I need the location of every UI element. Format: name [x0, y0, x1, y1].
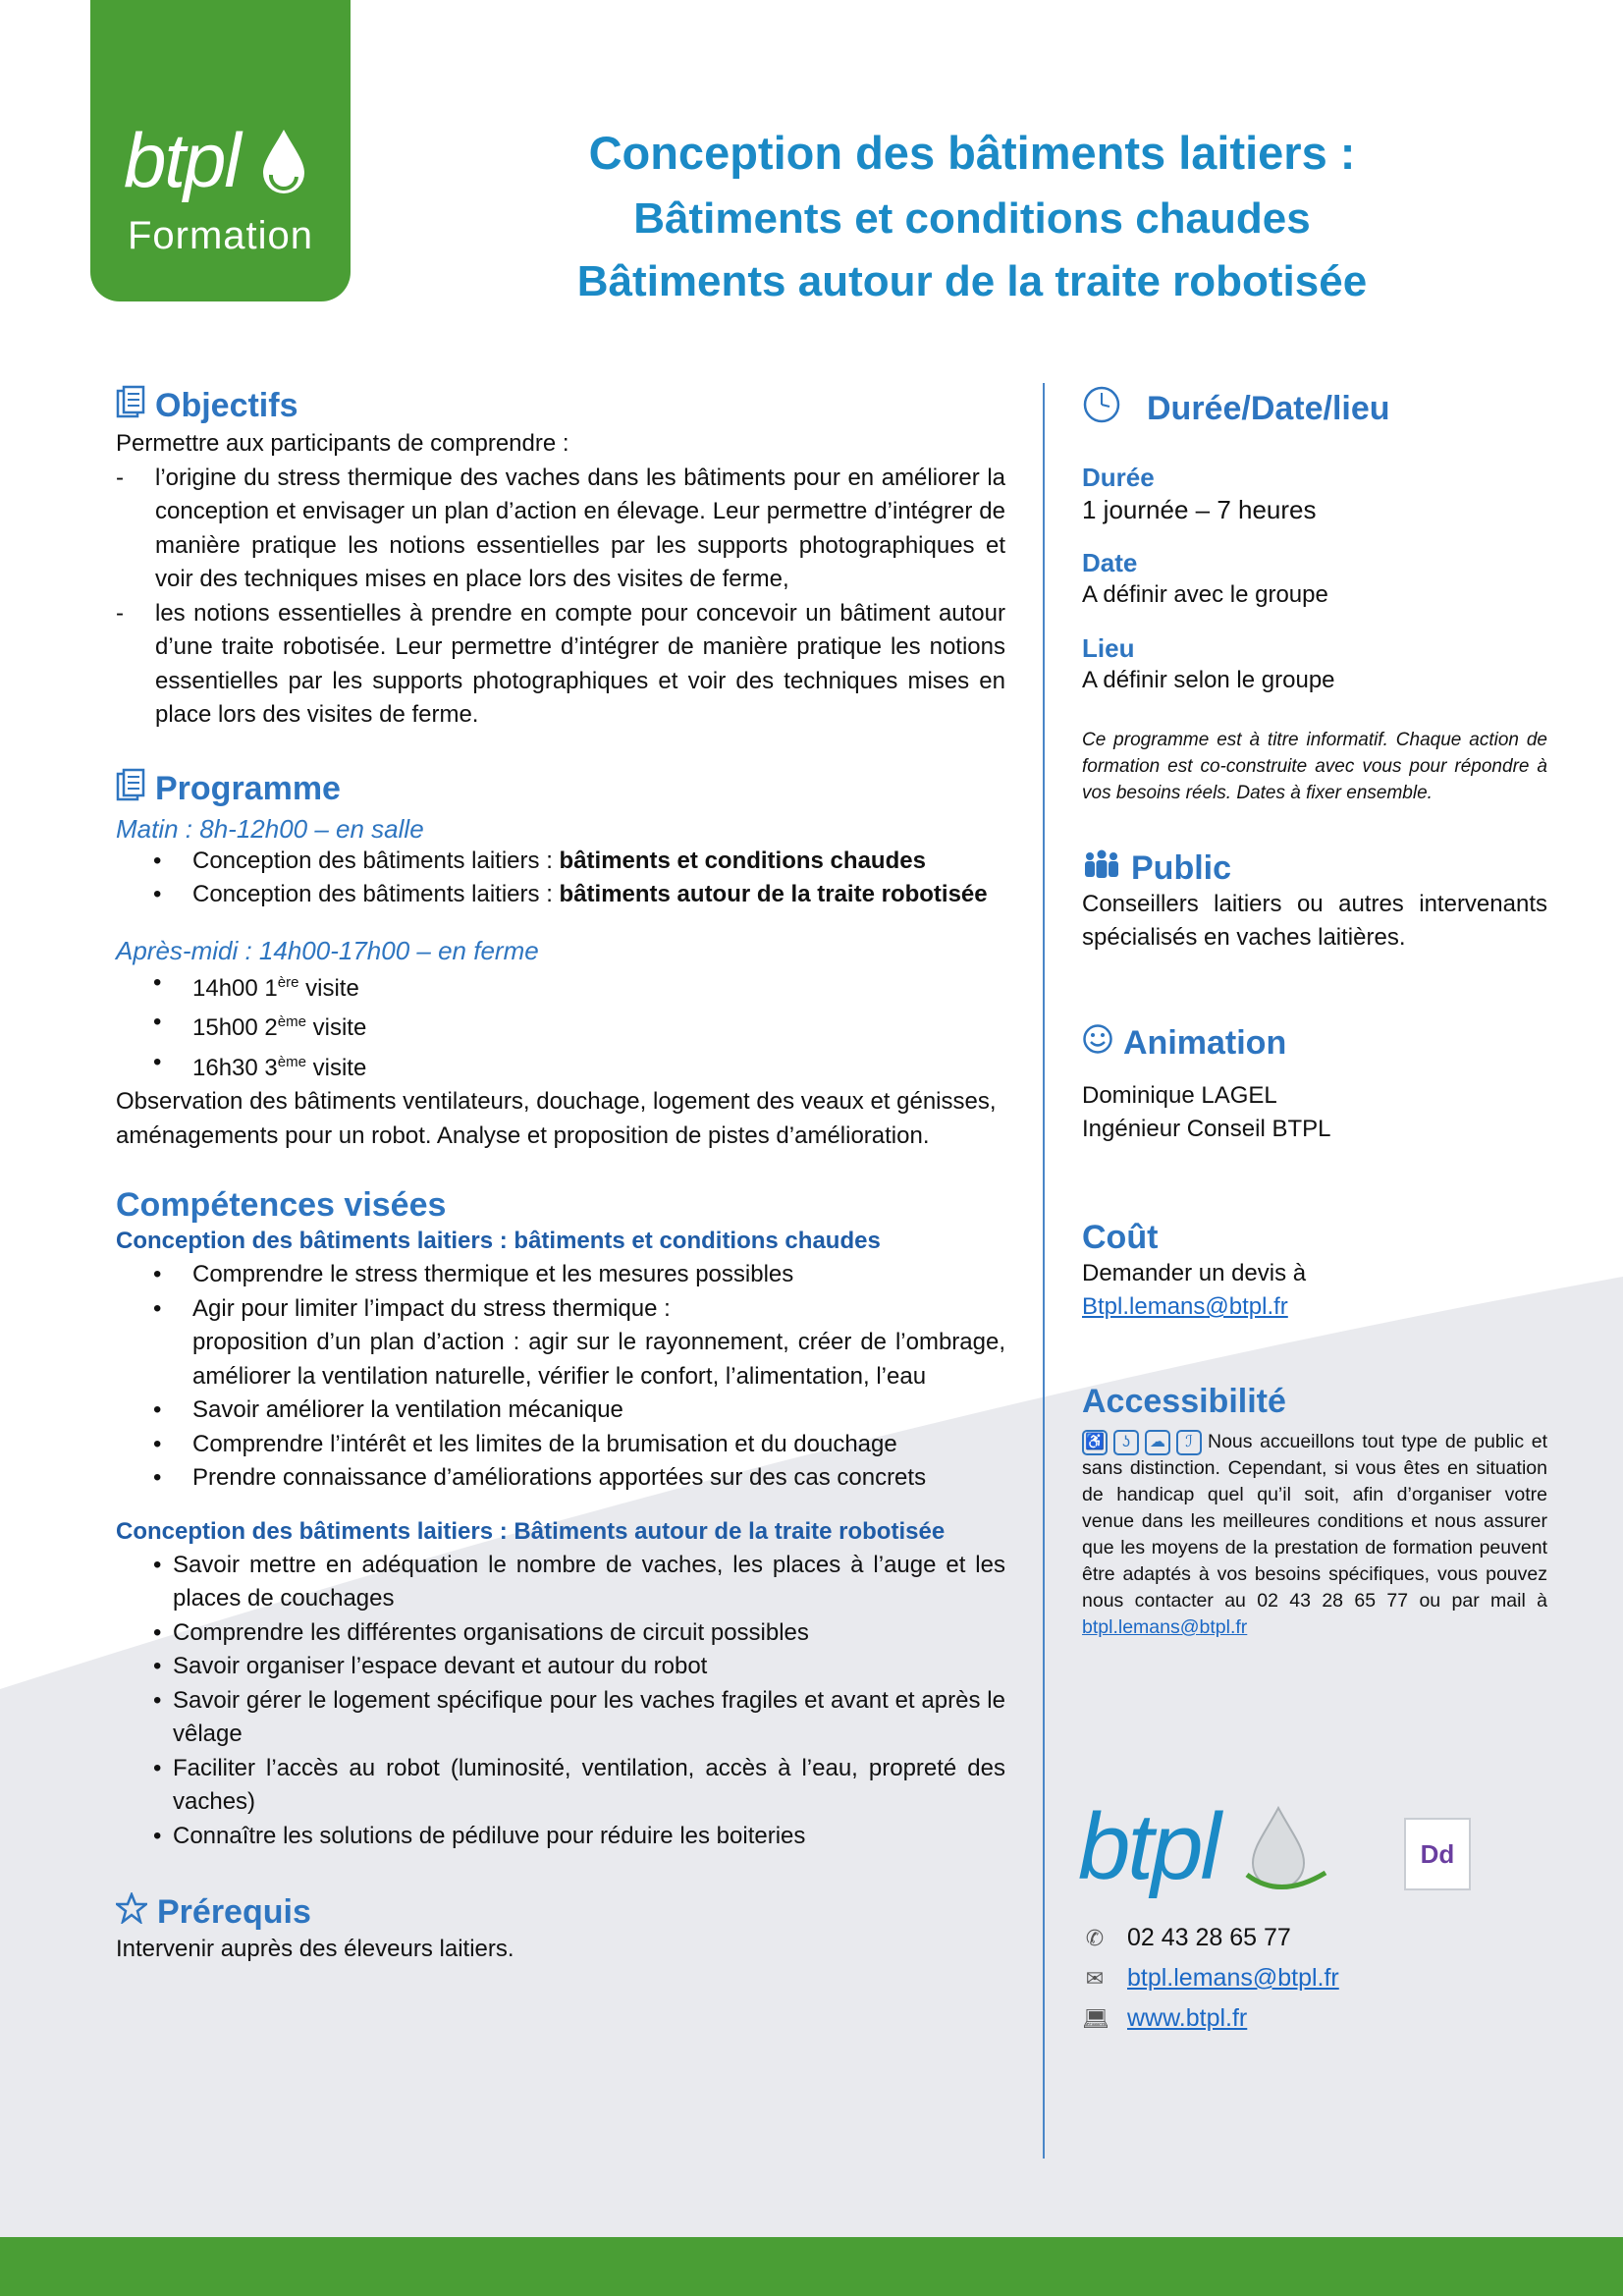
prerequis-heading-text: Prérequis [157, 1893, 311, 1931]
list-item: • Connaître les solutions de pédiluve pour réduire les boiteries [116, 1820, 1005, 1854]
animator-role: Ingénieur Conseil BTPL [1082, 1116, 1331, 1142]
wheelchair-icon: ♿ [1082, 1430, 1108, 1455]
list-item: • Prendre connaissance d’améliorations apportées sur des cas concrets [116, 1461, 1005, 1496]
programme-apres-midi: Après-midi : 14h00-17h00 – en ferme [116, 935, 539, 965]
date-value: A définir avec le groupe [1082, 581, 1328, 608]
contact-phone [1082, 1924, 1547, 1952]
competences-heading: Compétences visées [116, 1186, 447, 1224]
list-item: • Conception des bâtiments laitiers : bâtiments autour de la traite robotisée [116, 878, 1005, 912]
lieu-value: A définir selon le groupe [1082, 667, 1335, 693]
objectif-item: - l’origine du stress thermique des vaches dans les bâtiments pour en améliorer la conception et envisager un plan d’action en élevage. Leur permettre d’intégrer de manière pratique les notions essentielles par les supports photographiques et voir des techniques mises en place lors des visites de ferme, [116, 462, 1005, 597]
list-item: • Savoir mettre en adéquation le nombre de vaches, les places à l’auge et les places de couchages [116, 1549, 1005, 1616]
list-item: • Conception des bâtiments laitiers : bâtiments et conditions chaudes [116, 845, 1005, 879]
duree-label: Durée [1082, 463, 1155, 492]
list-item: • Comprendre les différentes organisations de circuit possibles [116, 1616, 1005, 1651]
duree-heading-text: Durée/Date/lieu [1147, 390, 1390, 427]
phone-icon: ✆ [1085, 1925, 1105, 1950]
competences-sub1: Conception des bâtiments laitiers : bâtiments et conditions chaudes [116, 1228, 881, 1254]
page-title: Conception des bâtiments laitiers : [588, 127, 1356, 179]
document-icon [116, 768, 145, 810]
visit-item: • 15h00 2ème visite [116, 1006, 1005, 1046]
visit-item: • 16h30 3ème visite [116, 1046, 1005, 1086]
prerequis-text: Intervenir auprès des éleveurs laitiers. [116, 1936, 514, 1962]
list-item: • Agir pour limiter l’impact du stress thermique : proposition d’un plan d’action : agir sur le rayonnement, créer de l’ombrage, améliorer la ventilation naturelle, vérifier le confort, l’alimentation, l’eau [116, 1292, 1005, 1394]
clock-icon [1082, 385, 1121, 433]
left-column [116, 385, 1005, 1967]
programme-observation: Observation des bâtiments ventilateurs, douchage, logement des veaux et génisses, aménagements pour un robot. Analyse et proposition de pistes d’amélioration. [116, 1088, 997, 1149]
drop-icon [259, 128, 308, 196]
competences-sub2: Conception des bâtiments laitiers : Bâtiments autour de la traite robotisée [116, 1517, 946, 1545]
cout-heading: Coût [1082, 1219, 1159, 1256]
list-item: • Savoir améliorer la ventilation mécanique [116, 1394, 1005, 1428]
cout-email-link[interactable]: Btpl.lemans@btpl.fr [1082, 1293, 1288, 1320]
list-item: • Savoir gérer le logement spécifique pour les vaches fragiles et avant et après le vêlage [116, 1684, 1005, 1752]
public-heading-text: Public [1131, 849, 1232, 887]
smiley-icon [1082, 1023, 1113, 1064]
contact-email [1082, 1964, 1547, 1993]
objectif-text: les notions essentielles à prendre en compte pour concevoir un bâtiment autour d’une traite robotisée. Leur permettre d’intégrer de manière pratique les notions essentielles par les supports photographiques et voir des techniques mises en place lors des visites de ferme. [155, 599, 1005, 728]
duree-value: 1 journée – 7 heures [1082, 495, 1317, 524]
programme-matin: Matin : 8h-12h00 – en salle [116, 813, 424, 844]
list-item: • Faciliter l’accès au robot (luminosité, ventilation, accès à l’eau, propreté des vaches) [116, 1752, 1005, 1820]
contact-web [1082, 2004, 1547, 2033]
list-item: • Comprendre l’intérêt et les limites de la brumisation et du douchage [116, 1428, 1005, 1462]
accessibilite-email-link[interactable]: btpl.lemans@btpl.fr [1082, 1616, 1248, 1638]
column-divider [1043, 383, 1045, 2159]
animator-name: Dominique LAGEL [1082, 1082, 1277, 1109]
visit-item: • 14h00 1ère visite [116, 966, 1005, 1007]
programme-heading [116, 768, 1005, 810]
animation-heading-text: Animation [1123, 1024, 1287, 1062]
footer-logos [1078, 1794, 1547, 1916]
envelope-icon: ✉ [1085, 1965, 1105, 1991]
logo-word: btpl [124, 117, 240, 203]
people-icon [1082, 849, 1121, 888]
drop-icon [1241, 1804, 1329, 1902]
public-text: Conseillers laitiers ou autres intervenants spécialisés en vaches laitières. [1082, 891, 1547, 951]
objectif-item: - les notions essentielles à prendre en compte pour concevoir un bâtiment autour d’une traite robotisée. Leur permettre d’intégrer de manière pratique les notions essentielles par les supports photographiques et voir des techniques mises en place lors des visites de ferme. [116, 597, 1005, 733]
accessibilite-heading: Accessibilité [1082, 1383, 1286, 1420]
email-link[interactable]: btpl.lemans@btpl.fr [1127, 1964, 1339, 1992]
star-icon [116, 1892, 147, 1933]
hearing-icon: ʖ [1113, 1430, 1139, 1455]
page-subtitle-1: Bâtiments et conditions chaudes [633, 194, 1311, 243]
animation-heading [1082, 1023, 1547, 1064]
page-subtitle-2: Bâtiments autour de la traite robotisée [576, 257, 1368, 305]
date-label: Date [1082, 548, 1138, 577]
list-item: • Comprendre le stress thermique et les mesures possibles [116, 1258, 1005, 1292]
programme-heading-text: Programme [155, 769, 341, 807]
objectifs-intro: Permettre aux participants de comprendre : [116, 430, 569, 457]
public-heading [1082, 849, 1547, 888]
deaf-icon: ℐ [1176, 1430, 1202, 1455]
lieu-label: Lieu [1082, 633, 1135, 663]
cout-text: Demander un devis à [1082, 1260, 1307, 1286]
prerequis-heading [116, 1892, 1005, 1933]
accessibility-icons [1082, 1430, 1202, 1455]
accessibilite-text: ♿ ʖ ☁ ℐ Nous accueillons tout type de public et sans distinction. Cependant, si vous êtes en situation de handicap quel qu’il soit, afin d’organiser votre venue dans les meilleures conditions et nous assurer que les moyens de la prestation de formation peuvent être adaptés à vos besoins spécifiques, vous pouvez nous contacter au 02 43 28 65 77 ou par mail à btpl.lemans@btpl.fr [1082, 1431, 1547, 1638]
mental-icon: ☁ [1145, 1430, 1170, 1455]
logo-subtitle: Formation [127, 214, 314, 257]
list-item: • Savoir organiser l’espace devant et autour du robot [116, 1650, 1005, 1684]
objectif-text: l’origine du stress thermique des vaches dans les bâtiments pour en améliorer la conception et envisager un plan d’action en élevage. Leur permettre d’intégrer de manière pratique les notions essentielles par les supports photographiques et voir des techniques mises en place lors des visites de ferme, [155, 464, 1005, 592]
btpl-logo-text: btpl [1078, 1794, 1218, 1899]
website-link[interactable]: www.btpl.fr [1127, 2004, 1248, 2032]
duree-heading [1082, 385, 1547, 433]
datadock-badge: Dd [1404, 1818, 1471, 1890]
phone-text: 02 43 28 65 77 [1127, 1924, 1291, 1951]
btpl-formation-logo [90, 0, 351, 301]
objectifs-heading-text: Objectifs [155, 387, 298, 424]
right-column [1078, 385, 1547, 2045]
document-icon [116, 385, 145, 427]
computer-icon: 💻︎ [1082, 2005, 1109, 2031]
duree-note: Ce programme est à titre informatif. Chaque action de formation est co-construite avec vous pour répondre à vos besoins réels. Dates à fixer ensemble. [1082, 730, 1547, 803]
objectifs-heading [116, 385, 1005, 427]
footer-bar [0, 2237, 1623, 2296]
